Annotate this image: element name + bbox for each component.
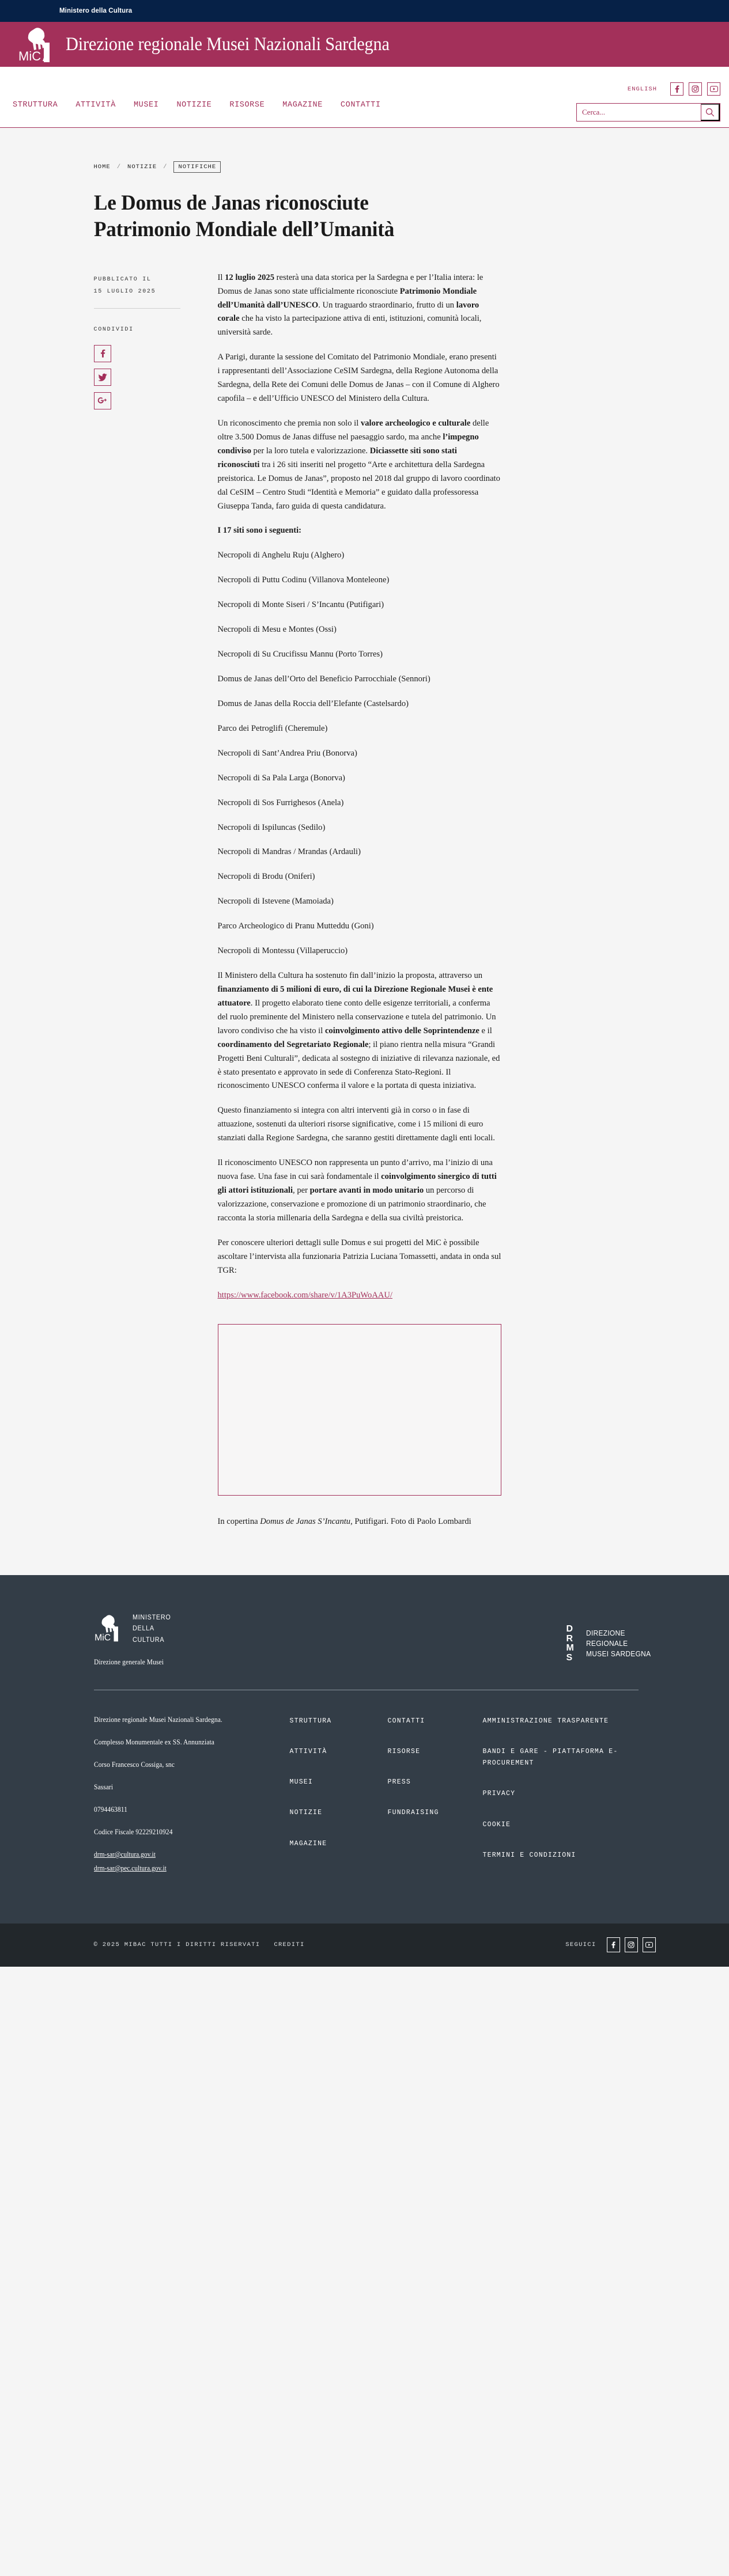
footer-mic-logo [94, 1612, 175, 1645]
site-list-item: Necropoli di Sa Pala Larga (Bonorva) [217, 773, 345, 783]
site-footer [0, 1575, 729, 1967]
article-body [218, 271, 501, 1529]
site-list-item: Necropoli di Puttu Codinu (Villanova Monteleone) [217, 575, 390, 585]
site-list-item: Necropoli di Anghelu Ruju (Alghero) [217, 551, 345, 560]
site-list-item: Necropoli di Sant’Andrea Priu (Bonorva) [217, 748, 357, 758]
site-list-item: Parco dei Petroglifi (Cheremule) [217, 723, 328, 733]
external-link-paragraph [218, 1289, 501, 1303]
drms-mark-line2: M S [566, 1643, 575, 1663]
site-list-item: Necropoli di Ispiluncas (Sedilo) [217, 822, 326, 832]
footer-address-column [94, 1716, 290, 1880]
utility-bar [628, 82, 720, 96]
site-list-item: Parco Archeologico di Pranu Mutteddu (Goni) [217, 921, 374, 931]
sites-heading-text: I 17 siti sono i seguenti: [217, 526, 302, 536]
site-list-item: Domus de Janas dell’Orto del Beneficio Parrocchiale (Sennori) [217, 674, 430, 684]
ministry-bar [0, 0, 729, 22]
footer-address-line: Corso Francesco Cossiga, snc [93, 1761, 175, 1769]
footer-nav-link[interactable]: PRESS [387, 1778, 411, 1786]
footer-nav-link[interactable]: TERMINI E CONDIZIONI [482, 1851, 576, 1859]
nav-item-musei[interactable]: MUSEI [133, 101, 159, 109]
footer-nav-link[interactable]: ATTIVITÀ [289, 1748, 327, 1756]
nav-item-risorse[interactable]: RISORSE [229, 101, 265, 109]
footer-mic-text [133, 1612, 171, 1645]
breadcrumb-separator-2: / [163, 163, 168, 170]
facebook-icon[interactable] [670, 82, 683, 96]
svg-text:MiC: MiC [18, 49, 41, 63]
footer-email-link[interactable]: drm-sar@pec.cultura.gov.it [93, 1864, 167, 1873]
footer-nav-link[interactable]: PRIVACY [482, 1790, 516, 1798]
ministry-bar-label: Ministero della Cultura [59, 7, 133, 14]
search-box[interactable] [576, 103, 720, 122]
published-date: 15 LUGLIO 2025 [93, 288, 156, 295]
googleplus-share-icon[interactable] [94, 392, 111, 409]
instagram-icon[interactable] [689, 82, 702, 96]
article-paragraph-4: Il Ministero della Cultura ha sostenuto fin dall’inizio la proposta, attraverso un finanziamento di 5 milioni di euro, di cui la Direzione Regionale Musei è ente attuatore. Il progetto elaborato tiene conto delle esigenze territoriali, a conferma del ruolo preminente del Ministero nella conservazione e tutela del patrimonio. Un lavoro condiviso che ha visto il coinvolgimento attivo delle Soprintendenze e il coordinamento del Segretariato Regionale; il piano rientra nella misura “Grandi Progetti Beni Culturali”, dedicata al sostegno di iniziative di rilevanza nazionale, ed è stato presentato e approvato in sede di Conferenza Stato-Regioni. Il riconoscimento UNESCO conferma il valore e la portata di questa iniziativa. [217, 971, 500, 1091]
youtube-icon[interactable] [643, 1937, 656, 1952]
nav-item-magazine[interactable]: MAGAZINE [282, 101, 323, 109]
site-list-item: Necropoli di Sos Furrighesos (Anela) [217, 798, 344, 807]
footer-links-column-1 [290, 1716, 388, 1880]
footer-address-line: Codice Fiscale 92229210924 [93, 1828, 173, 1837]
facebook-share-icon[interactable] [94, 345, 111, 362]
footer-address-line: Sassari [93, 1783, 113, 1792]
footer-nav-link[interactable]: MAGAZINE [289, 1839, 327, 1847]
youtube-icon[interactable] [707, 82, 720, 96]
drms-text [586, 1628, 652, 1660]
footer-email-links [94, 1850, 290, 1873]
brand-title: Direzione regionale Musei Nazionali Sardegna [66, 33, 390, 55]
sidebar-divider [94, 308, 180, 309]
share-label: CONDIVIDI [93, 326, 134, 333]
footer-nav-link[interactable]: CONTATTI [387, 1717, 425, 1725]
published-label: PUBBLICATO IL [93, 276, 152, 283]
footer-address-lines [94, 1716, 290, 1837]
footer-address-line: Direzione regionale Musei Nazionali Sardegna. [93, 1716, 222, 1724]
footer-address-line: Complesso Monumentale ex SS. Annunziata [93, 1738, 214, 1747]
nav-item-contatti[interactable]: CONTATTI [340, 101, 381, 109]
caption-italic: Domus de Janas S’Incantu [260, 1517, 351, 1527]
page-title: Le Domus de Janas riconosciute Patrimonio Mondiale dell’Umanità [93, 191, 394, 242]
footer-nav-link[interactable]: MUSEI [289, 1778, 313, 1786]
drms-mark-icon [566, 1625, 581, 1663]
footer-nav-link[interactable]: AMMINISTRAZIONE TRASPARENTE [482, 1717, 609, 1725]
article-paragraph-7: Per conoscere ulteriori dettagli sulle Domus e sui progetti del MiC è possibile ascoltare l’intervista alla funzionaria Patrizia Luciana Tomassetti, andata in onda sul TGR: [217, 1238, 501, 1275]
nav-item-notizie[interactable]: NOTIZIE [176, 101, 212, 109]
footer-mic-line1: MINISTERO [132, 1613, 171, 1621]
footer-mic-line3: CULTURA [132, 1635, 164, 1644]
main-navigation-bar [0, 67, 729, 128]
footer-dg-musei: Direzione generale Musei [93, 1658, 164, 1667]
mic-logo-icon [94, 1614, 126, 1644]
site-list-item: Necropoli di Mandras / Mrandas (Ardauli) [217, 847, 361, 857]
caption-prefix: In copertina [217, 1517, 260, 1527]
footer-bottom-bar [0, 1924, 729, 1967]
svg-text:MiC: MiC [94, 1633, 111, 1643]
instagram-icon[interactable] [625, 1937, 638, 1952]
article-paragraph-3: Un riconoscimento che premia non solo il valore archeologico e culturale delle oltre 3.500 Domus de Janas diffuse nel paesaggio sardo, ma anche l’impegno condiviso per la loro tutela e valorizzazione. Diciassette siti sono stati riconosciuti tra i 26 siti inseriti nel progetto “Arte e architettura della Sardegna preistorica. Le Domus de Janas”, proposto nel 2018 dal gruppo di lavoro coordinato dal CeSIM – Centro Studi “Identità e Memoria” e guidato dalla professoressa Giuseppa Tanda, faro guida di questa candidatura. [217, 419, 500, 511]
breadcrumb-separator-1: / [116, 163, 122, 170]
article-paragraph-2: A Parigi, durante la sessione del Comitato del Patrimonio Mondiale, erano presenti i rappresentanti dell’Associazione CeSIM Sardegna, della Regione Autonoma della Sardegna, della Rete dei Comuni delle Domus de Janas – con il Comune di Alghero capofila – e dell’Ufficio UNESCO del Ministero della Cultura. [217, 352, 500, 404]
breadcrumb [94, 128, 656, 173]
site-list-item: Necropoli di Mesu e Montes (Ossi) [217, 625, 337, 635]
share-buttons [94, 345, 218, 409]
footer-address-line: 0794463811 [93, 1805, 127, 1814]
footer-drms-logo [566, 1625, 656, 1663]
caption-suffix: , Putifigari. Foto di Paolo Lombardi [350, 1517, 471, 1527]
site-list-item: Necropoli di Brodu (Oniferi) [217, 872, 315, 882]
footer-links-column-3 [483, 1716, 639, 1880]
facebook-icon[interactable] [607, 1937, 620, 1952]
nav-item-attivita[interactable]: ATTIVITÀ [75, 101, 116, 109]
site-list-item: Necropoli di Montessu (Villaperuccio) [217, 946, 348, 956]
language-switch-english[interactable]: ENGLISH [627, 85, 657, 93]
seguici-label: SEGUICI [565, 1941, 596, 1949]
copyright-text: © 2025 MIBAC TUTTI I DIRITTI RISERVATI [93, 1941, 260, 1949]
site-list-item: Domus de Janas della Roccia dell’Elefante (Castelsardo) [217, 699, 409, 708]
breadcrumb-home[interactable]: HOME [93, 163, 111, 170]
facebook-video-link[interactable]: https://www.facebook.com/share/v/1A3PuWoAAU/ [217, 1290, 392, 1300]
breadcrumb-current: NOTIFICHE [173, 161, 221, 173]
footer-mic-line2: DELLA [132, 1624, 154, 1633]
nav-item-struttura[interactable]: STRUTTURA [13, 101, 58, 109]
footer-links-column-2 [388, 1716, 483, 1880]
drms-line1: DIREZIONE REGIONALE [586, 1629, 628, 1648]
mic-logo-icon [17, 25, 59, 63]
sites-heading [218, 524, 501, 538]
footer-nav-link[interactable]: COOKIE [482, 1820, 511, 1828]
breadcrumb-notizie[interactable]: NOTIZIE [127, 163, 157, 170]
sites-list [218, 549, 501, 958]
site-list-item: Necropoli di Istevene (Mamoiada) [217, 897, 334, 906]
search-icon[interactable] [701, 104, 720, 121]
crediti-link[interactable]: CREDITI [274, 1941, 305, 1949]
search-input[interactable] [577, 104, 701, 121]
footer-nav-link[interactable]: STRUTTURA [289, 1717, 332, 1725]
site-list-item: Necropoli di Monte Siseri / S’Incantu (Putifigari) [217, 600, 384, 610]
brand-bar [0, 22, 729, 67]
footer-nav-link[interactable]: FUNDRAISING [387, 1809, 439, 1817]
drms-mark-line1: D R [566, 1623, 574, 1644]
article-paragraph-1: Il 12 luglio 2025 resterà una data storica per la Sardegna e per l’Italia intera: le Domus de Janas sono state ufficialmente riconosciute Patrimonio Mondiale dell’Umanità dall’UNESCO. Un traguardo straordinario, frutto di un lavoro corale che ha visto la partecipazione attiva di enti, istituzioni, comunità locali, università sarde. [217, 272, 484, 337]
figure-caption [218, 1515, 501, 1528]
footer-social [565, 1937, 655, 1952]
article-paragraph-5: Questo finanziamento si integra con altri interventi già in corso o in fase di attuazione, sostenuti da ulteriori risorse significative, come i 15 milioni di euro stanziati dalla Regione Sardegna, che saranno gestiti direttamente dagli enti locali. [217, 1106, 495, 1143]
footer-nav-link[interactable]: RISORSE [387, 1748, 421, 1756]
article-meta-sidebar [94, 271, 218, 409]
site-list-item: Necropoli di Su Crucifissu Mannu (Porto Torres) [217, 650, 383, 659]
article-paragraph-6: Il riconoscimento UNESCO non rappresenta un punto d’arrivo, ma l’inizio di una nuova fase. Una fase in cui sarà fondamentale il coinvolgimento sinergico di tutti gli attori istituzionali, per portare avanti in modo unitario un percorso di valorizzazione, conservazione e promozione di un patrimonio straordinario, che racconta la storia millenaria della Sardegna e della sua civiltà preistorica. [217, 1158, 497, 1223]
footer-nav-link[interactable]: BANDI E GARE - PIATTAFORMA E-PROCUREMENT [482, 1748, 618, 1767]
footer-email-link[interactable]: drm-sar@cultura.gov.it [93, 1850, 156, 1859]
drms-line2: MUSEI SARDEGNA [586, 1650, 651, 1659]
cover-image-placeholder [218, 1324, 501, 1496]
article-page [0, 128, 729, 1575]
twitter-share-icon[interactable] [94, 369, 111, 386]
main-menu [13, 101, 381, 109]
footer-nav-link[interactable]: NOTIZIE [289, 1809, 323, 1817]
